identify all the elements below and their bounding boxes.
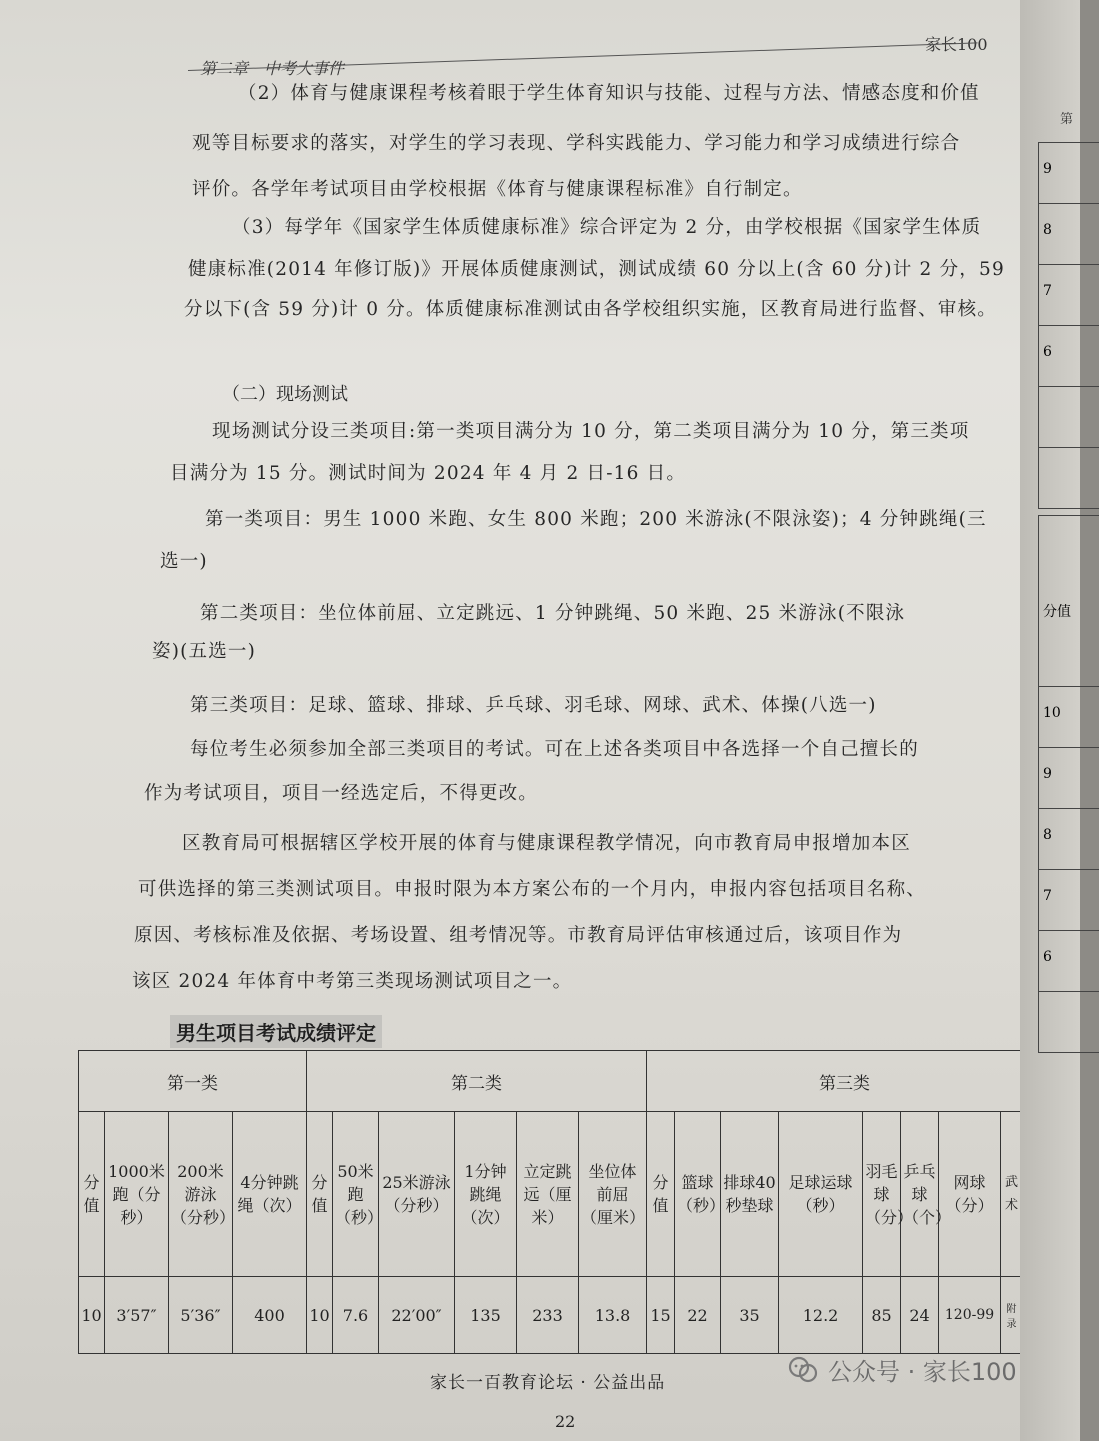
side-row (1039, 870, 1099, 931)
table-cell: 120-99 (939, 1277, 1001, 1354)
side-cell: 10 (1043, 705, 1061, 721)
side-row (1039, 687, 1099, 748)
paragraph-line: 第二类项目：坐位体前屈、立定跳远、1 分钟跳绳、50 米跑、25 米游泳(不限泳 (200, 603, 906, 624)
header-cell: 1000米跑（分秒） (105, 1112, 169, 1277)
side-fragment: 第 (1060, 112, 1074, 127)
header-cell: 25米游泳（分秒） (379, 1112, 455, 1277)
category-cell: 第二类 (307, 1051, 647, 1112)
paragraph-line: 现场测试分设三类项目:第一类项目满分为 10 分，第二类项目满分为 10 分，第三类项 (212, 421, 970, 442)
paragraph-line: 第一类项目：男生 1000 米跑、女生 800 米跑；200 米游泳(不限泳姿)；4 分钟跳绳(三 (205, 509, 987, 530)
table-cell: 22 (675, 1277, 721, 1354)
paragraph-line: 原因、考核标准及依据、考场设置、组考情况等。市教育局评估审核通过后，该项目作为 (134, 925, 903, 946)
side-row (1039, 992, 1099, 1053)
table-cell: 附录 (1001, 1277, 1023, 1354)
paragraph-line: 作为考试项目，项目一经选定后，不得更改。 (144, 783, 539, 804)
header-cell: 50米跑（秒） (333, 1112, 379, 1277)
header-cell: 排球40秒垫球 (721, 1112, 779, 1277)
table-cell: 400 (233, 1277, 307, 1354)
paragraph-line: 每位考生必须参加全部三类项目的考试。可在上述各类项目中各选择一个自己擅长的 (190, 739, 919, 760)
paragraph-line: 姿)(五选一) (152, 641, 257, 662)
side-row (1039, 143, 1099, 204)
side-cell: 9 (1043, 161, 1052, 177)
paragraph-line: 评价。各学年考试项目由学校根据《体育与健康课程标准》自行制定。 (192, 179, 803, 200)
table-cell: 233 (517, 1277, 579, 1354)
side-cell: 7 (1043, 283, 1052, 299)
footer-text: 家长一百教育论坛 · 公益出品 (430, 1373, 666, 1393)
table-cell: 3′57″ (105, 1277, 169, 1354)
table-title: 男生项目考试成绩评定 (170, 1015, 382, 1048)
side-table-bottom (1038, 515, 1099, 1053)
brand-header: 家长100 (925, 35, 988, 54)
table-cell: 10 (307, 1277, 333, 1354)
paragraph-line: （3）每学年《国家学生体质健康标准》综合评定为 2 分，由学校根据《国家学生体质 (232, 217, 982, 238)
header-cell: 武术 (1001, 1112, 1023, 1277)
paragraph-line: 可供选择的第三类测试项目。申报时限为本方案公布的一个月内，申报内容包括项目名称、 (138, 879, 927, 900)
category-cell: 第三类 (647, 1051, 1043, 1112)
header-cell: 足球运球（秒） (779, 1112, 863, 1277)
wechat-public-account-icon (788, 1357, 818, 1383)
table-cell: 22′00″ (379, 1277, 455, 1354)
section-title: （二）现场测试 (222, 384, 348, 405)
side-cell: 分值 (1043, 604, 1071, 620)
paragraph-line: 健康标准(2014 年修订版)》开展体质健康测试，测试成绩 60 分以上(含 60 分)计 2 分，59 (188, 259, 1005, 280)
table-cell: 135 (455, 1277, 517, 1354)
table-cell: 85 (863, 1277, 901, 1354)
category-cell: 第一类 (79, 1051, 307, 1112)
table-row (79, 1277, 1043, 1354)
side-table-top (1038, 142, 1099, 509)
paragraph-line: 观等目标要求的落实，对学生的学习表现、学科实践能力、学习能力和学习成绩进行综合 (192, 133, 961, 154)
header-cell: 4分钟跳绳（次） (233, 1112, 307, 1277)
score-table (78, 1050, 1043, 1354)
side-row (1039, 265, 1099, 326)
page-number: 22 (555, 1412, 576, 1431)
paragraph-line: 分以下(含 59 分)计 0 分。体质健康标准测试由各学校组织实施，区教育局进行监督、审核。 (184, 299, 997, 320)
watermark (788, 1352, 1017, 1387)
header-row (79, 1112, 1043, 1277)
header-cell: 网球（分） (939, 1112, 1001, 1277)
header-cell: 分值 (647, 1112, 675, 1277)
paragraph-line: 该区 2024 年体育中考第三类现场测试项目之一。 (132, 971, 573, 992)
header-cell: 分值 (307, 1112, 333, 1277)
header-cell: 分值 (79, 1112, 105, 1277)
side-cell: 6 (1043, 949, 1052, 965)
header-cell: 立定跳远（厘米） (517, 1112, 579, 1277)
side-cell: 9 (1043, 766, 1052, 782)
table-cell: 7.6 (333, 1277, 379, 1354)
side-row (1039, 809, 1099, 870)
header-cell: 1分钟跳绳（次） (455, 1112, 517, 1277)
table-cell: 10 (79, 1277, 105, 1354)
header-cell: 羽毛球（分） (863, 1112, 901, 1277)
side-cell: 8 (1043, 222, 1052, 238)
side-row (1039, 931, 1099, 992)
paragraph-line: 目满分为 15 分。测试时间为 2024 年 4 月 2 日-16 日。 (170, 463, 687, 484)
side-row (1039, 326, 1099, 387)
side-row (1039, 448, 1099, 509)
table-cell: 15 (647, 1277, 675, 1354)
chapter-header: 第二章 中考大事件 (200, 59, 345, 78)
table-cell: 24 (901, 1277, 939, 1354)
header-cell: 200米游泳（分秒） (169, 1112, 233, 1277)
side-cell: 7 (1043, 888, 1052, 904)
paragraph-line: 第三类项目：足球、篮球、排球、乒乓球、羽毛球、网球、武术、体操(八选一) (190, 695, 877, 716)
header-cell: 篮球（秒） (675, 1112, 721, 1277)
paragraph-line: 区教育局可根据辖区学校开展的体育与健康课程教学情况，向市教育局申报增加本区 (182, 833, 911, 854)
header-cell: 坐位体前屈（厘米） (579, 1112, 647, 1277)
header-cell: 乒乓球（个） (901, 1112, 939, 1277)
side-row (1039, 387, 1099, 448)
category-row (79, 1051, 1043, 1112)
adjacent-page (1020, 0, 1080, 1441)
table-cell: 5′36″ (169, 1277, 233, 1354)
watermark-text: 公众号 · 家长100 (828, 1358, 1017, 1386)
side-row (1039, 748, 1099, 809)
paragraph-line: 选一) (160, 551, 208, 572)
side-cell: 8 (1043, 827, 1052, 843)
side-row (1039, 516, 1099, 687)
paragraph-line: （2）体育与健康课程考核着眼于学生体育知识与技能、过程与方法、情感态度和价值 (238, 83, 980, 104)
table-cell: 13.8 (579, 1277, 647, 1354)
side-row (1039, 204, 1099, 265)
side-cell: 6 (1043, 344, 1052, 360)
table-cell: 12.2 (779, 1277, 863, 1354)
table-cell: 35 (721, 1277, 779, 1354)
